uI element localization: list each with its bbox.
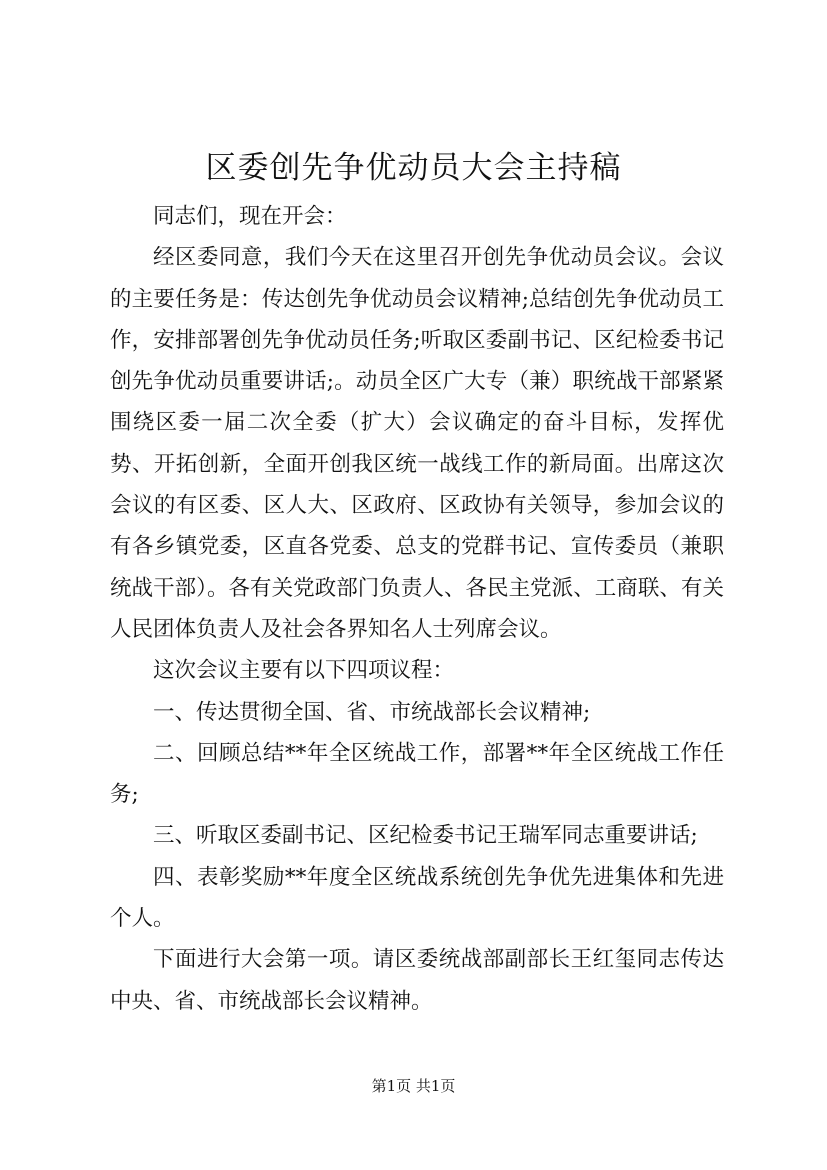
agenda-item-2: 二、回顾总结**年全区统战工作，部署**年全区统战工作任务;: [110, 740, 724, 808]
paragraph-introduction: 经区委同意，我们今天在这里召开创先争优动员会议。会议的主要任务是：传达创先争优动员会议精神;总结创先争优动员工作，安排部署创先争优动员任务;听取区委副书记、区纪检委书记创先争优动员重要讲话;。动员全区广大专（兼）职统战干部紧紧围绕区委一届二次全委（扩大）会议确定的奋斗目标，发挥优势、开拓创新，全面开创我区统一战线工作的新局面。出席这次会议的有区委、区人大、区政府、区政协有关领导，参加会议的有各乡镇党委，区直各党委、总支的党群书记、宣传委员（兼职统战干部）。各有关党政部门负责人、各民主党派、工商联、有关人民团体负责人及社会各界知名人士列席会议。: [110, 245, 724, 642]
paragraph-first-item: 下面进行大会第一项。请区委统战部副部长王红玺同志传达中央、省、市统战部长会议精神。: [110, 947, 724, 1014]
agenda-item-3: 三、听取区委副书记、区纪检委书记王瑞军同志重要讲话;: [153, 823, 698, 849]
agenda-item-4: 四、表彰奖励**年度全区统战系统创先争优先进集体和先进个人。: [110, 864, 724, 932]
paragraph-greeting: 同志们，现在开会：: [153, 204, 347, 229]
page-footer: 第1页 共1页: [371, 1077, 456, 1095]
document-body: [110, 196, 724, 1022]
paragraph-agenda-intro: 这次会议主要有以下四项议程：: [153, 658, 455, 684]
document-title: 区委创先争优动员大会主持稿: [205, 150, 622, 186]
agenda-item-1: 一、传达贯彻全国、省、市统战部长会议精神;: [153, 699, 591, 725]
